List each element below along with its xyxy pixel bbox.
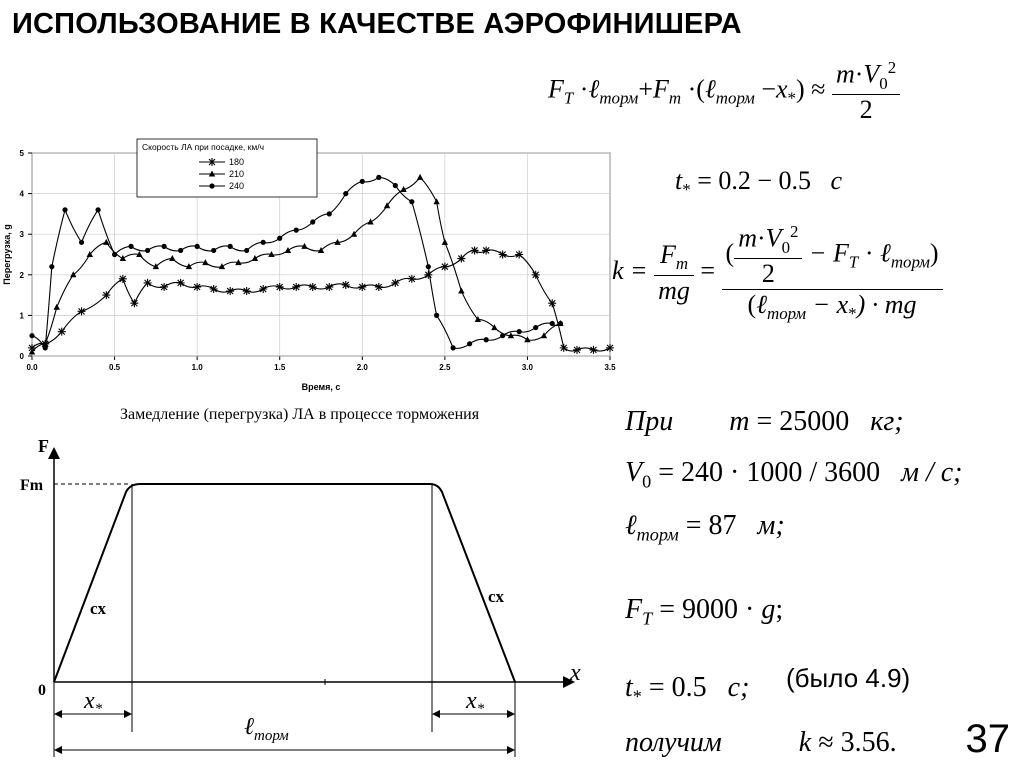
data-point-180: [160, 283, 168, 291]
data-point-240: [145, 248, 150, 253]
param-ft: $F_T = 9000 \cdot g$;: [625, 594, 784, 629]
formula-t-star-range: $t_* = 0.2 - 0.5$ с: [675, 166, 843, 200]
data-point-240: [79, 240, 84, 245]
data-point-180: [532, 271, 540, 279]
legend-marker-240: [209, 183, 214, 188]
data-point-240: [434, 313, 439, 318]
data-point-180: [210, 285, 218, 293]
data-point-240: [62, 207, 67, 212]
param-v0: $V_0 = 240 \cdot 1000 / 3600$ м / с;: [625, 457, 963, 492]
x-tick-label: 0.5: [109, 363, 121, 372]
data-point-180: [309, 283, 317, 291]
data-point-180: [515, 251, 523, 259]
y-tick-label: 2: [19, 270, 24, 280]
data-point-180: [130, 299, 138, 307]
x-tick-label: 3.0: [521, 363, 533, 372]
x-label: x: [570, 660, 581, 686]
plot-frame: [32, 153, 610, 356]
data-point-240: [244, 248, 249, 253]
data-point-180: [276, 283, 284, 291]
f-label: F: [38, 436, 49, 456]
param-mass: При m = 25000 кг;: [625, 406, 904, 437]
x-tick-label: 0.0: [26, 363, 38, 372]
y-tick-label: 1: [19, 311, 24, 321]
data-point-180: [441, 263, 449, 271]
data-point-240: [451, 345, 456, 350]
data-point-240: [228, 244, 233, 249]
data-point-240: [327, 211, 332, 216]
data-point-240: [195, 244, 200, 249]
data-point-240: [343, 191, 348, 196]
y-tick-label: 4: [19, 189, 24, 199]
x-axis-label: Время, с: [301, 382, 341, 392]
data-point-180: [375, 283, 383, 291]
param-t-star-note: (было 4.9): [786, 663, 911, 693]
param-l-torm: ℓ$_{торм}$ = 87 м;: [625, 510, 785, 545]
legend-label-210: 210: [229, 169, 245, 179]
force-trapezoid: [54, 484, 515, 682]
data-point-240: [95, 207, 100, 212]
y-tick-label: 5: [19, 149, 24, 158]
data-point-240: [211, 248, 216, 253]
xstar-left-label: $x_*$: [84, 688, 103, 717]
legend-marker-180: [208, 158, 216, 166]
data-point-240: [49, 264, 54, 269]
data-point-240: [558, 321, 563, 326]
data-point-180: [78, 307, 86, 315]
data-point-180: [606, 344, 614, 352]
slide-title: ИСПОЛЬЗОВАНИЕ В КАЧЕСТВЕ АЭРОФИНИШЕРА: [12, 8, 742, 40]
data-point-240: [467, 341, 472, 346]
x-tick-label: 1.5: [274, 363, 286, 372]
x-tick-label: 2.0: [356, 363, 368, 372]
data-point-180: [391, 279, 399, 287]
data-point-180: [325, 283, 333, 291]
x-tick-label: 3.5: [604, 363, 616, 372]
cx-right-label: cx: [488, 587, 505, 606]
data-point-240: [533, 325, 538, 330]
data-point-240: [112, 252, 117, 257]
data-point-240: [29, 333, 34, 338]
data-point-180: [573, 346, 581, 354]
g-load-chart: [0, 128, 620, 403]
data-point-180: [471, 246, 479, 254]
data-point-180: [560, 344, 568, 352]
data-point-180: [342, 281, 350, 289]
result-line: получим k ≈ 3.56.: [625, 727, 897, 758]
x-tick-label: 2.5: [439, 363, 451, 372]
data-point-180: [102, 291, 110, 299]
data-point-180: [548, 299, 556, 307]
fm-label: Fm: [20, 477, 44, 494]
data-point-180: [226, 287, 234, 295]
data-point-240: [517, 329, 522, 334]
data-point-180: [144, 279, 152, 287]
data-point-240: [500, 333, 505, 338]
data-point-180: [259, 285, 267, 293]
data-point-240: [294, 228, 299, 233]
data-point-180: [408, 275, 416, 283]
data-point-240: [360, 179, 365, 184]
data-point-240: [277, 236, 282, 241]
data-point-240: [426, 264, 431, 269]
data-point-180: [292, 283, 300, 291]
data-point-240: [178, 248, 183, 253]
data-point-240: [550, 321, 555, 326]
data-point-180: [177, 279, 185, 287]
data-point-180: [457, 255, 465, 263]
x-tick-label: 1.0: [191, 363, 203, 372]
data-point-240: [393, 183, 398, 188]
y-tick-label: 0: [19, 352, 24, 361]
y-axis-label: Перегрузка, g: [2, 224, 12, 285]
legend-title: Скорость ЛА при посадке, км/ч: [142, 142, 265, 152]
data-point-180: [589, 346, 597, 354]
zero-label: 0: [38, 682, 46, 699]
data-point-240: [128, 244, 133, 249]
page-number: 37: [965, 717, 1010, 761]
data-point-240: [261, 240, 266, 245]
cx-left-label: cx: [90, 599, 107, 618]
legend-label-180: 180: [229, 157, 245, 167]
data-point-180: [193, 283, 201, 291]
l-torm-label: ℓ$_{торм}$: [244, 714, 289, 744]
data-point-180: [243, 287, 251, 295]
data-point-240: [310, 219, 315, 224]
data-point-180: [424, 271, 432, 279]
data-point-240: [484, 337, 489, 342]
data-point-180: [58, 328, 66, 336]
xstar-right-label: $x_*$: [466, 688, 485, 717]
data-point-240: [162, 244, 167, 249]
data-point-180: [358, 283, 366, 291]
param-t-star: $t_* = 0.5$ с;: [625, 672, 750, 707]
data-point-240: [43, 345, 48, 350]
data-point-180: [119, 275, 127, 283]
data-point-240: [409, 199, 414, 204]
data-point-180: [499, 251, 507, 259]
chart-caption: Замедление (перегрузка) ЛА в процессе торможения: [120, 406, 480, 423]
legend-label-240: 240: [229, 181, 245, 191]
data-point-180: [482, 246, 490, 254]
data-point-240: [376, 175, 381, 180]
y-tick-label: 3: [19, 230, 24, 240]
force-diagram: [10, 432, 590, 762]
formula-k: k = $\frac{F_m}{mg}$ = ( $\frac{m\cdot V_0^2}{2}$ − $F_T$ · ℓ$_{торм}$) (ℓ$_{торм}$ − $x_*$) · mg: [612, 222, 943, 324]
formula-energy-balance: $F_T$ $\cdot\ell_{торм}+F_m$ ·(ℓ$_{торм}$ $-x_*$) ≈ $\frac{m\cdot V_0^2}{2}$: [548, 58, 900, 125]
